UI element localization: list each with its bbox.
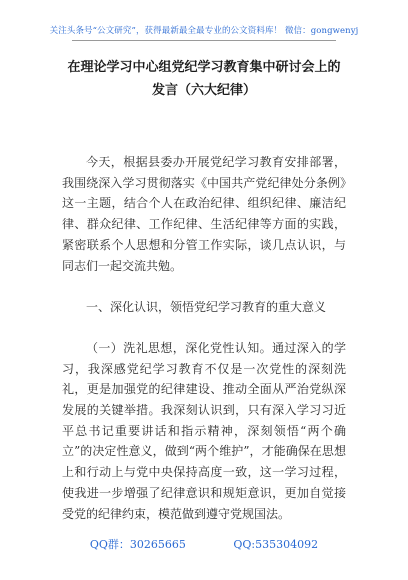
intro-paragraph: 今天，根据县委办开展党纪学习教育安排部署，我围绕深入学习贯彻落实《中国共产党纪律处分条例》这一主题，结合个人在政治纪律、组织纪律、廉洁纪律、群众纪律、工作纪律、生活纪律等方面的实践，紧密联系个人思想和分管工作实际，谈几点认识，与同志们一起交流共勉。	[62, 155, 346, 273]
footer-qq: QQ:535304092	[233, 538, 319, 551]
footer	[0, 536, 408, 552]
footer-qq-group: QQ群：30265665	[89, 538, 186, 551]
body-paragraph: （一）洗礼思想，深化党性认知。通过深入的学习，我深感党纪学习教育不仅是一次党性的深刻洗礼，更是加强党的纪律建设、推动全面从严治党纵深发展的关键举措。我深刻认识到，只有深入学习习近平总书记重要讲话和指示精神，深刻领悟“两个确立”的决定性意义，做到“两个维护”，才能确保在思想上和行动上与党中央保持高度一致，这一学习过程，使我进一步增强了纪律意识和规矩意识，更加自觉接受党的纪律约束，模范做到遵守党规国法。	[62, 340, 346, 521]
document-body	[62, 152, 346, 524]
header-note: 关注头条号“公文研究”，获得最新最全最专业的公文资料库！ 微信：gongwenyj	[49, 26, 359, 36]
section-heading: 一、深化认识，领悟党纪学习教育的重大意义	[86, 300, 327, 315]
header-divider	[72, 40, 336, 41]
document-title: 在理论学习中心组党纪学习教育集中研讨会上的发言（六大纪律）	[67, 60, 341, 98]
